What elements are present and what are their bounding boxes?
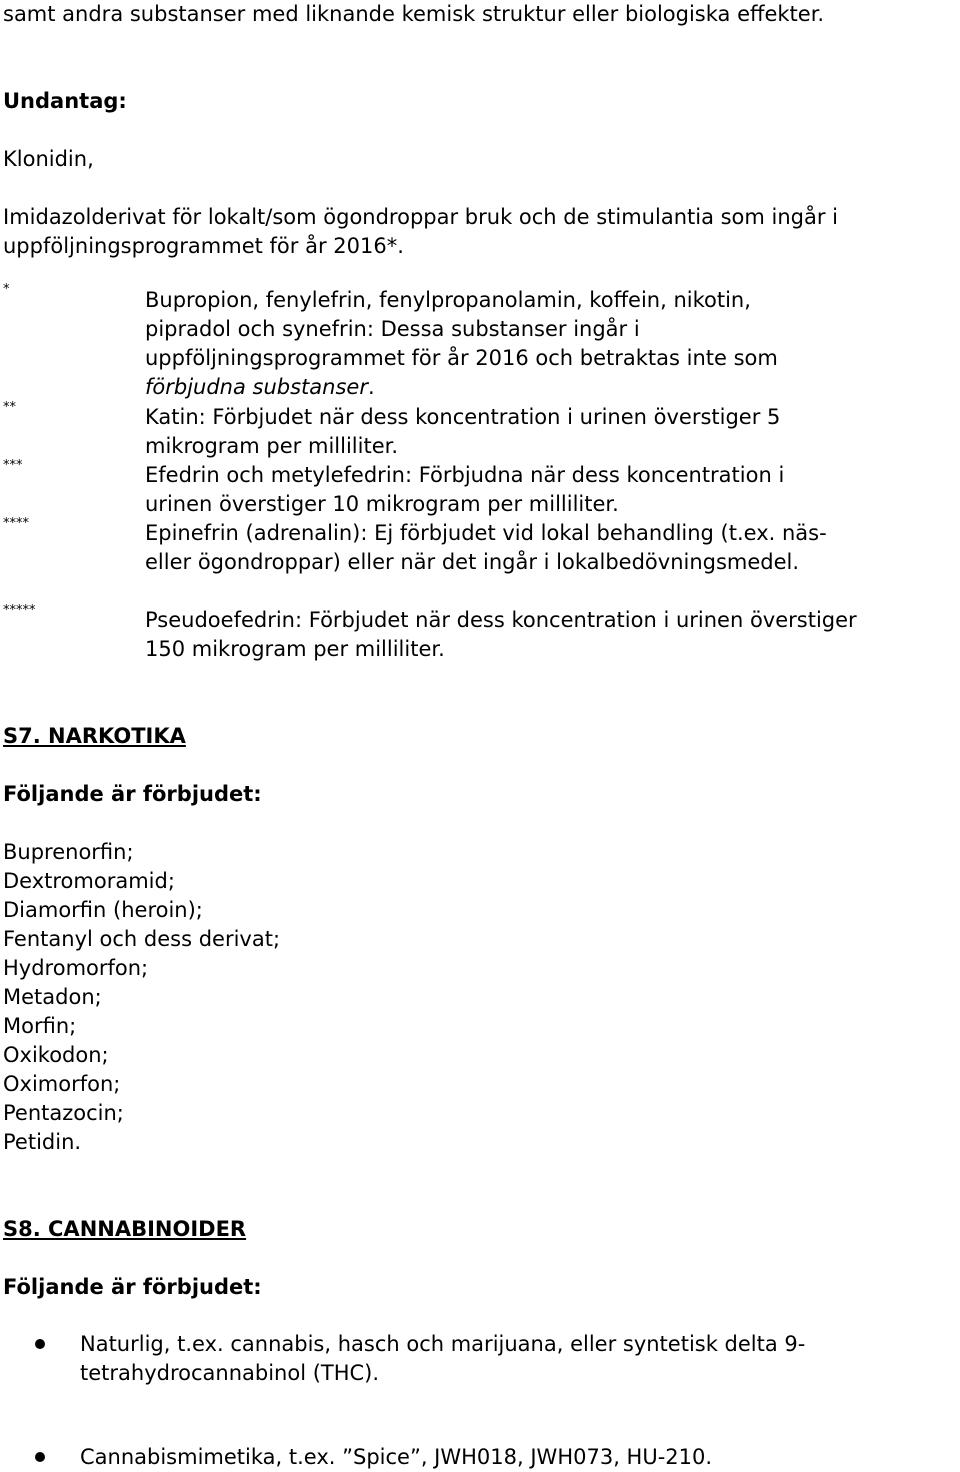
footnote-1-line4	[145, 373, 960, 402]
footnote-2-line2: mikrogram per milliliter.	[145, 434, 398, 458]
footnote-mark-4: ****	[3, 516, 29, 531]
s8-bullet1-line2: tetrahydrocannabinol (THC).	[80, 1361, 380, 1385]
exception-label: Undantag:	[3, 89, 127, 113]
list-item: Dextromoramid;	[3, 869, 175, 893]
bullet-icon	[35, 1452, 45, 1462]
s8-bullet1-line1: Naturlig, t.ex. cannabis, hasch och marijuana, eller syntetisk delta 9-	[80, 1332, 806, 1356]
exception-item-imidazol-line2: uppföljningsprogrammet för år 2016*.	[3, 234, 404, 258]
footnote-5-line2: 150 mikrogram per milliliter.	[145, 637, 445, 661]
footnote-1-line3: uppföljningsprogrammet för år 2016 och betraktas inte som	[145, 346, 778, 370]
footnote-mark-2: **	[3, 400, 16, 415]
list-item: Hydromorfon;	[3, 956, 149, 980]
list-item: Metadon;	[3, 985, 102, 1009]
footnote-1-line1: Bupropion, fenylefrin, fenylpropanolamin, koffein, nikotin,	[145, 288, 751, 312]
list-item: Oxikodon;	[3, 1043, 109, 1067]
list-item: Morfin;	[3, 1014, 77, 1038]
s7-prohibited-label: Följande är förbjudet:	[3, 782, 262, 806]
footnote-4-line2: eller ögondroppar) eller när det ingår i lokalbedövningsmedel.	[145, 550, 800, 574]
s8-heading: S8. CANNABINOIDER	[3, 1217, 247, 1241]
footnote-1-italic: förbjudna substanser	[145, 375, 368, 399]
s7-heading: S7. NARKOTIKA	[3, 724, 186, 748]
footnote-3-line1: Efedrin och metylefedrin: Förbjudna när dess koncentration i	[145, 463, 785, 487]
footnote-mark-1: *	[3, 282, 10, 297]
footnote-5-line1: Pseudoefedrin: Förbjudet när dess koncentration i urinen överstiger	[145, 608, 857, 632]
footnote-1-italic-suffix: .	[367, 375, 375, 399]
footnote-4-line1: Epinefrin (adrenalin): Ej förbjudet vid lokal behandling (t.ex. näs-	[145, 521, 827, 545]
footnote-mark-5: *****	[3, 603, 36, 618]
s8-bullet2: Cannabismimetika, t.ex. ”Spice”, JWH018, JWH073, HU-210.	[80, 1445, 713, 1469]
exception-item-imidazol-line1: Imidazolderivat för lokalt/som ögondroppar bruk och de stimulantia som ingår i	[3, 205, 839, 229]
s8-prohibited-label: Följande är förbjudet:	[3, 1275, 262, 1299]
list-item: Petidin.	[3, 1130, 82, 1154]
bullet-icon	[35, 1339, 45, 1349]
intro-line: samt andra substanser med liknande kemisk struktur eller biologiska effekter.	[3, 2, 825, 26]
footnote-mark-3: ***	[3, 458, 23, 473]
list-item: Oximorfon;	[3, 1072, 121, 1096]
footnote-1-line2: pipradol och synefrin: Dessa substanser ingår i	[145, 317, 640, 341]
footnote-2-line1: Katin: Förbjudet när dess koncentration i urinen överstiger 5	[145, 405, 781, 429]
list-item: Diamorfin (heroin);	[3, 898, 203, 922]
list-item: Buprenorfin;	[3, 840, 134, 864]
list-item: Pentazocin;	[3, 1101, 124, 1125]
footnote-3-line2: urinen överstiger 10 mikrogram per milliliter.	[145, 492, 619, 516]
list-item: Fentanyl och dess derivat;	[3, 927, 281, 951]
exception-item-klonidin: Klonidin,	[3, 147, 94, 171]
